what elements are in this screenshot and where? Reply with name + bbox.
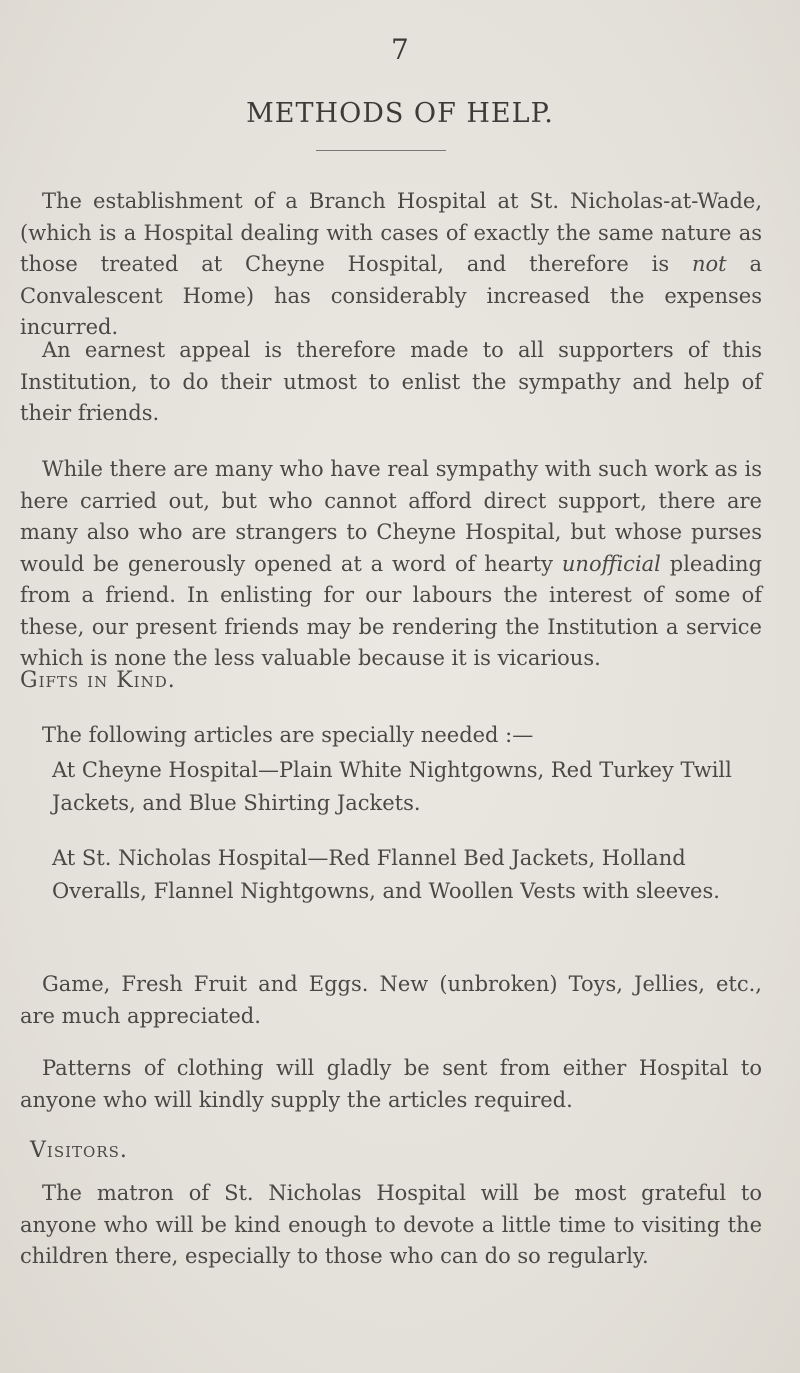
page-number: 7 xyxy=(391,33,409,66)
paragraph-text: The matron of St. Nicholas Hospital will be most grateful to anyone who will be kind enough to devote a little time to visiting the children there, especially to those who can do so regularly. xyxy=(20,1181,762,1268)
gifts-in-kind-heading: Gifts in Kind. xyxy=(20,668,176,693)
cheyne-needs-text: At Cheyne Hospital—Plain White Nightgowns, Red Turkey Twill Jackets, and Blue Shirting Jackets. xyxy=(52,758,732,815)
title-rule xyxy=(316,150,446,151)
nicholas-needs xyxy=(52,842,762,908)
page-title: METHODS OF HELP. xyxy=(246,98,554,129)
paragraph-game-fruit xyxy=(20,969,762,1032)
nicholas-needs-text: At St. Nicholas Hospital—Red Flannel Bed Jackets, Holland Overalls, Flannel Nightgowns, and Woollen Vests with sleeves. xyxy=(52,846,720,903)
paragraph-text: Patterns of clothing will gladly be sent from either Hospital to anyone who will kindly supply the articles required. xyxy=(20,1056,762,1112)
paragraph-text: The establishment of a Branch Hospital at St. Nicholas-at-Wade, (which is a Hospital dealing with cases of exactly the same nature as those treated at Cheyne Hospital, and therefore is xyxy=(20,189,762,276)
paragraph-sympathy xyxy=(20,454,762,675)
gifts-intro: The following articles are specially needed :— xyxy=(42,723,534,747)
paragraph-text: a Convalescent Home) has considerably increased the expenses incurred. xyxy=(20,252,762,339)
paragraph-text: pleading from a friend. In enlisting for our labours the interest of some of these, our present friends may be rendering the Institution a service which is none the less valuable because it is vicarious. xyxy=(20,551,762,670)
paragraph-text: An earnest appeal is therefore made to all supporters of this Institution, to do their utmost to enlist the sympathy and help of their friends. xyxy=(20,338,762,425)
paragraph-appeal xyxy=(20,335,762,430)
paragraph-branch-hospital xyxy=(20,186,762,344)
paragraph-text: Game, Fresh Fruit and Eggs. New (unbroken) Toys, Jellies, etc., are much appreciated. xyxy=(20,972,762,1028)
paragraph-patterns xyxy=(20,1053,762,1116)
cheyne-needs xyxy=(52,754,762,820)
paragraph-visitors xyxy=(20,1178,762,1273)
emphasis-text: not xyxy=(692,252,727,276)
paragraph-text: While there are many who have real sympathy with such work as is here carried out, but who cannot afford direct support, there are many also who are strangers to Cheyne Hospital, but whose purses would be generously opened at a word of hearty xyxy=(20,457,762,576)
visitors-heading: Visitors. xyxy=(30,1138,128,1163)
emphasis-text: unofficial xyxy=(561,551,661,576)
